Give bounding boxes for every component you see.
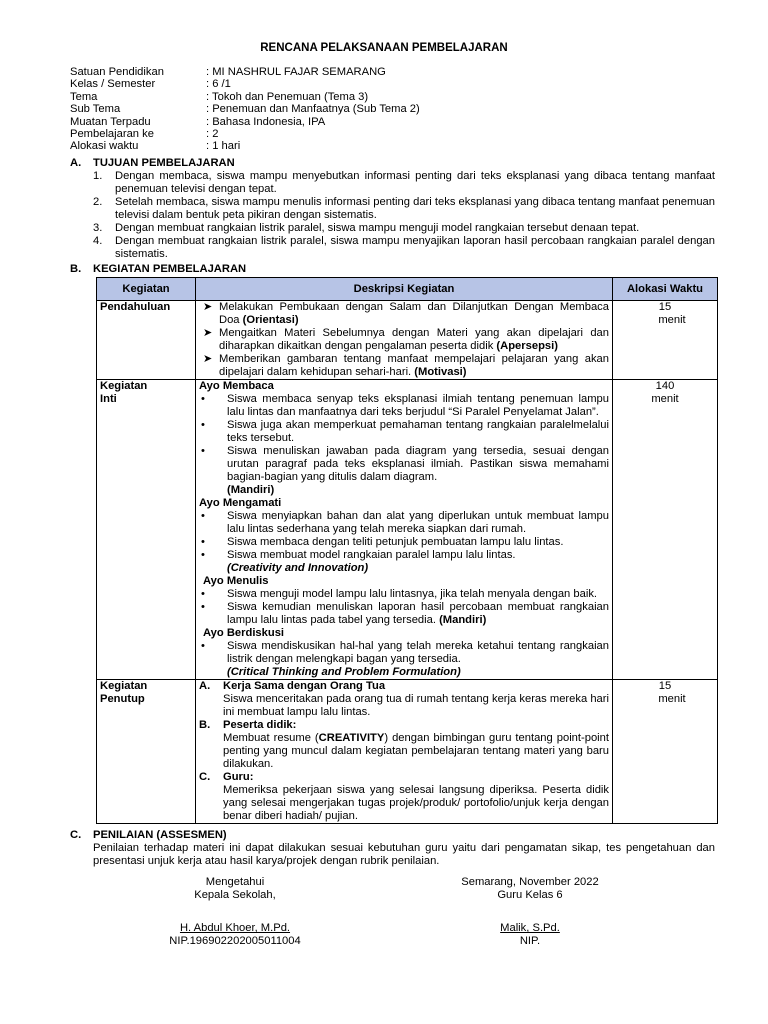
section-letter: C. — [70, 829, 82, 841]
objective-text: Dengan membuat rangkaian listrik paralel, siswa mampu menguji model rangkaian tersebut denaan tepat. — [115, 222, 640, 234]
sig-line: Kepala Sekolah, — [194, 889, 276, 901]
info-row — [70, 103, 420, 115]
info-value: : Bahasa Indonesia, IPA — [206, 115, 326, 128]
objective-text: Dengan membaca, siswa mampu menyebutkan informasi penting dari teks eksplanasi yang dibaca tentang manfaat penemuan televisi dengan tepat. — [115, 170, 715, 195]
item-text — [227, 393, 609, 419]
time-value: 140 — [655, 380, 675, 392]
item-letter: B. — [199, 719, 211, 731]
header-kegiatan: Kegiatan — [97, 278, 196, 301]
item-body: Mengaitkan Materi Sebelumnya dengan Materi yang akan dipelajari dan diharapkan dikaitkan dengan pengalaman peserta didik — [219, 327, 609, 352]
row-time — [613, 680, 718, 824]
item-letter: C. — [199, 771, 211, 783]
objective-item — [93, 196, 715, 222]
objective-number: 1. — [93, 170, 103, 182]
info-value: : 6 /1 — [206, 78, 231, 91]
section-letter: B. — [70, 263, 82, 275]
section-b-heading — [70, 263, 246, 276]
objective-text: Dengan membuat rangkaian listrik paralel, siswa mampu menyajikan laporan hasil percobaan rangkaian paralel dengan sistematis. — [115, 235, 715, 260]
signature-right-name — [440, 922, 620, 948]
objective-item — [93, 235, 715, 261]
bullet-icon: • — [201, 601, 205, 613]
activity-tag: (Creativity and Innovation) — [227, 562, 369, 574]
info-row — [70, 91, 420, 103]
info-row — [70, 116, 420, 128]
bullet-icon: • — [201, 393, 205, 405]
info-value: : MI NASHRUL FAJAR SEMARANG — [206, 66, 386, 78]
list-item — [199, 419, 609, 445]
objective-item — [93, 222, 715, 235]
section-letter: A. — [70, 157, 82, 169]
row-label: Kegiatan Inti — [97, 380, 196, 680]
signature-left-name — [160, 922, 310, 948]
item-body — [199, 784, 609, 823]
activity-tag: (Mandiri) — [227, 484, 275, 496]
item-text — [219, 301, 609, 327]
list-item — [199, 601, 609, 627]
item-text — [227, 588, 609, 601]
info-value: : Penemuan dan Manfaatnya (Sub Tema 2) — [206, 103, 420, 116]
body-text: Siswa menceritakan pada orang tua di rumah tentang kerja keras mereka hari ini membuat lampu lalu lintas. — [223, 693, 609, 718]
item-text — [227, 510, 609, 536]
signature-left — [160, 876, 310, 902]
item-text — [227, 445, 609, 484]
info-label: Tema — [70, 90, 98, 103]
section-title: TUJUAN PEMBELAJARAN — [93, 157, 235, 169]
arrow-bullet-icon: ➤ — [203, 327, 213, 339]
sig-line: Semarang, November 2022 — [461, 876, 599, 888]
body-text: Memeriksa pekerjaan siswa yang selesai langsung diperiksa. Peserta didik yang selesai mengerjakan tugas projek/produk/ portofolio/unjuk kerja dengan benar diberi hadiah/ pujian. — [223, 784, 609, 822]
list-item — [199, 510, 609, 536]
section-a-heading — [70, 157, 235, 170]
assessment-text: Penilaian terhadap materi ini dapat dilakukan sesuai kebutuhan guru yaitu dari pengamatan sikap, tes pengetahuan dan presentasi unjuk kerja atau hasil karya/projek dengan rubrik penilaian. — [93, 842, 715, 867]
info-row — [70, 140, 420, 152]
signer-nip: NIP.196902202005011004 — [169, 935, 301, 947]
item-text — [227, 640, 609, 666]
item-heading: Kerja Sama dengan Orang Tua — [223, 680, 386, 692]
objective-text: Setelah membaca, siswa mampu menulis informasi penting dari teks eksplanasi yang dibaca tentang manfaat penemuan televisi dalam bentuk peta pikiran dengan sistematis. — [115, 196, 715, 221]
info-row — [70, 78, 420, 90]
row-time — [613, 301, 718, 380]
subheading-mengamati: Ayo Mengamati — [199, 497, 282, 509]
list-item — [199, 536, 609, 549]
info-row — [70, 128, 420, 140]
row-description — [196, 301, 613, 380]
row-description — [196, 380, 613, 680]
info-row — [70, 66, 420, 78]
item-body: Siswa menguji model lampu lalu lintasnya, jika telah menyala dengan baik. — [227, 588, 598, 600]
info-label: Kelas / Semester — [70, 78, 156, 91]
info-value: : Tokoh dan Penemuan (Tema 3) — [206, 90, 369, 103]
item-body: Siswa membuat model rangkaian paralel lampu lalu lintas. — [227, 549, 516, 561]
identity-block — [70, 66, 420, 153]
sig-line: Mengetahui — [205, 876, 265, 888]
item-body: Siswa membaca senyap teks eksplanasi ilmiah tentang penemuan lampu lalu lintas dan manfaatnya dari teks berjudul “Si Paralel Penyelamat Jalan”. — [227, 393, 609, 418]
body-bold: CREATIVITY — [318, 732, 385, 744]
item-tag: (Orientasi) — [242, 314, 299, 326]
table-header-row — [97, 278, 718, 301]
list-item — [199, 640, 609, 666]
row-time — [613, 380, 718, 680]
item-text — [227, 549, 609, 562]
objectives-list — [93, 170, 715, 261]
table-row-inti — [97, 380, 718, 680]
bullet-icon: • — [201, 588, 205, 600]
row-label: Kegiatan Penutup — [97, 680, 196, 824]
item-tag: (Apersepsi) — [496, 340, 558, 352]
item-body — [199, 732, 609, 771]
time-value: 15 — [658, 680, 672, 692]
item-text — [227, 536, 609, 549]
table-row-pendahuluan — [97, 301, 718, 380]
info-label: Muatan Terpadu — [70, 115, 151, 128]
row-label: Pendahuluan — [97, 301, 196, 380]
header-alokasi: Alokasi Waktu — [613, 278, 718, 301]
document-title: RENCANA PELAKSANAAN PEMBELAJARAN — [260, 42, 508, 54]
body-text: Membuat resume ( — [223, 732, 319, 744]
item-body — [199, 693, 609, 719]
signature-right — [440, 876, 620, 902]
closing-item — [199, 680, 609, 693]
info-label: Sub Tema — [70, 103, 121, 116]
objective-number: 2. — [93, 196, 103, 208]
subheading-menulis: Ayo Menulis — [203, 575, 269, 587]
item-heading: Peserta didik: — [223, 719, 297, 731]
item-heading: Guru: — [223, 771, 254, 783]
bullet-icon: • — [201, 510, 205, 522]
list-item — [199, 588, 609, 601]
item-body: Memberikan gambaran tentang manfaat mempelajari pelajaran yang akan dipelajari dalam kehidupan sehari-hari. — [219, 353, 609, 378]
item-tag: (Motivasi) — [414, 366, 467, 378]
item-text — [219, 327, 609, 353]
item-body: Siswa menyiapkan bahan dan alat yang diperlukan untuk membuat lampu lalu lintas sederhana yang telah mereka siapkan dari rumah. — [227, 510, 609, 535]
table-row-penutup — [97, 680, 718, 824]
bullet-icon: • — [201, 640, 205, 652]
header-deskripsi: Deskripsi Kegiatan — [196, 278, 613, 301]
info-label: Satuan Pendidikan — [70, 66, 164, 78]
item-body: Siswa mendiskusikan hal-hal yang telah mereka ketahui tentang rangkaian listrik dengan melengkapi bagan yang tersedia. — [227, 640, 609, 665]
info-value: : 1 hari — [206, 140, 241, 153]
arrow-bullet-icon: ➤ — [203, 353, 213, 365]
body-text: ) dengan bimbingan guru tentang point-point penting yang muncul dalam kegiatan pembelajaran tentang materi yang baru dilakukan. — [223, 732, 609, 770]
bullet-icon: • — [201, 445, 205, 457]
item-text — [219, 353, 609, 379]
item-text — [227, 419, 609, 445]
info-label: Alokasi waktu — [70, 140, 139, 153]
item-letter: A. — [199, 680, 211, 692]
bullet-icon: • — [201, 419, 205, 431]
item-body: Siswa juga akan memperkuat pemahaman tentang rangkaian paralelmelalui teks tersebut. — [227, 419, 609, 444]
activities-table — [96, 277, 718, 824]
list-item — [199, 549, 609, 562]
item-body: Siswa membaca dengan teliti petunjuk pembuatan lampu lalu lintas. — [227, 536, 564, 548]
bullet-icon: • — [201, 549, 205, 561]
time-unit: menit — [651, 393, 679, 405]
subheading-berdiskusi: Ayo Berdiskusi — [203, 627, 285, 639]
arrow-bullet-icon: ➤ — [203, 301, 213, 313]
list-item — [199, 301, 609, 327]
info-value: : 2 — [206, 127, 219, 140]
time-unit: menit — [658, 314, 686, 326]
list-item — [199, 393, 609, 419]
list-item — [199, 353, 609, 379]
item-tag: (Mandiri) — [439, 614, 487, 626]
sig-line: Guru Kelas 6 — [497, 889, 563, 901]
bullet-icon: • — [201, 536, 205, 548]
closing-item — [199, 771, 609, 784]
item-body: Siswa menuliskan jawaban pada diagram yang tersedia, sesuai dengan urutan paragraf pada teks eksplanasi ilmiah. Pastikan siswa memahami bagian-bagian yang ditulis dalam diagram. — [227, 445, 609, 483]
time-value: 15 — [658, 301, 672, 313]
activity-tag: (Critical Thinking and Problem Formulation) — [227, 666, 461, 678]
signer-name: H. Abdul Khoer, M.Pd. — [179, 922, 291, 934]
item-text — [227, 601, 609, 627]
objective-number: 4. — [93, 235, 103, 247]
objective-number: 3. — [93, 222, 103, 234]
time-unit: menit — [658, 693, 686, 705]
item-body: Melakukan Pembukaan dengan Salam dan Dilanjutkan Dengan Membaca Doa — [219, 301, 609, 326]
item-body: Siswa kemudian menuliskan laporan hasil percobaan membuat rangkaian lampu lalu lintas pada tabel yang tersedia. — [227, 601, 609, 626]
signer-name: Malik, S.Pd. — [500, 922, 560, 934]
subheading-membaca: Ayo Membaca — [199, 380, 274, 392]
section-c-heading — [70, 829, 227, 842]
signer-nip: NIP. — [519, 935, 541, 947]
section-title: KEGIATAN PEMBELAJARAN — [93, 263, 247, 275]
objective-item — [93, 170, 715, 196]
list-item — [199, 327, 609, 353]
row-description — [196, 680, 613, 824]
list-item — [199, 445, 609, 484]
closing-item — [199, 719, 609, 732]
info-label: Pembelajaran ke — [70, 127, 154, 140]
section-title: PENILAIAN (ASSESMEN) — [93, 829, 227, 841]
